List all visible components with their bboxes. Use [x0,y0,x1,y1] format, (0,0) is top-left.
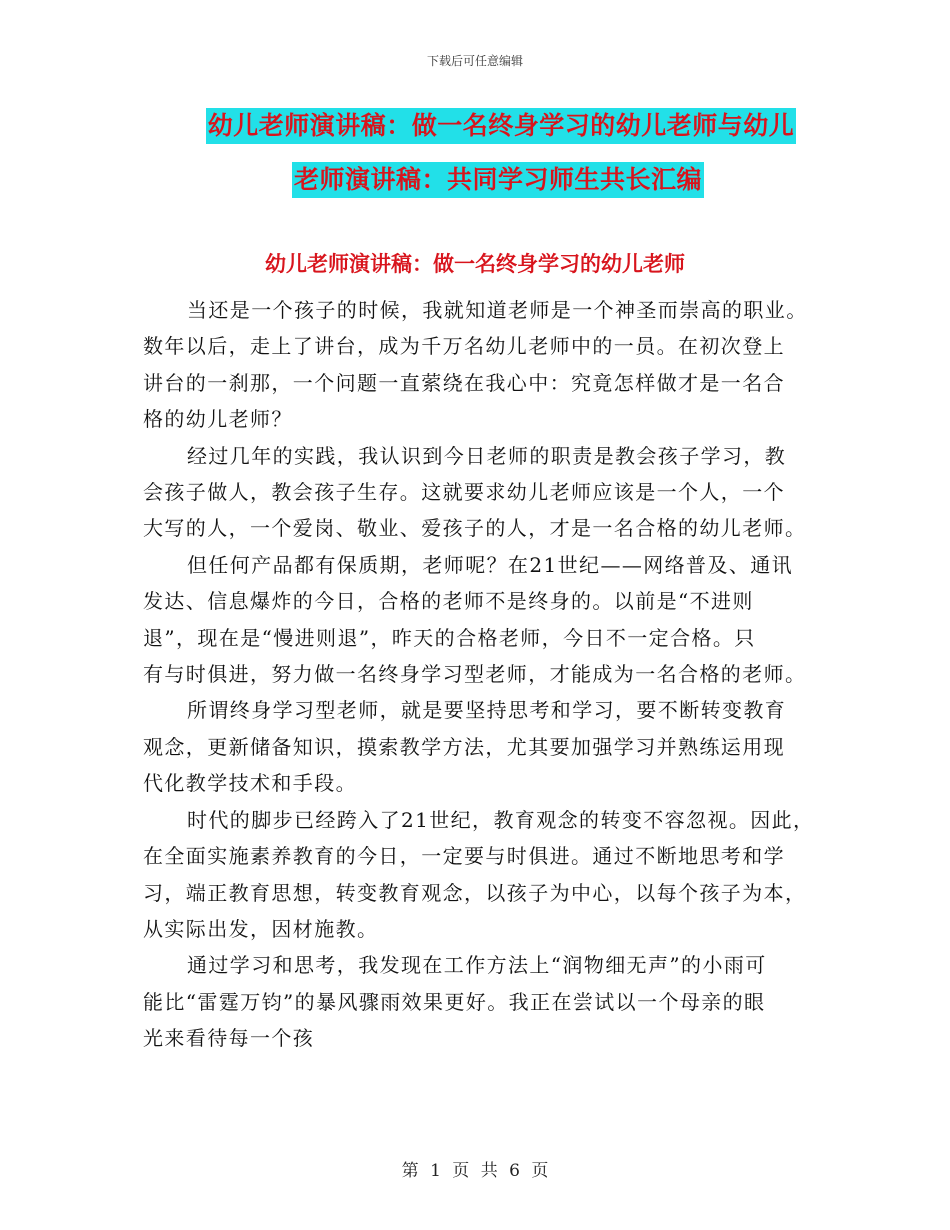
title-line-1: 幼儿老师演讲稿：做一名终身学习的幼儿老师与幼儿 [206,108,797,144]
paragraph-line: 通过学习和思考，我发现在工作方法上“润物细无声”的小雨可 [187,953,767,978]
paragraph-line: 观念，更新储备知识，摸索教学方法，尤其要加强学习并熟练运用现 [143,734,785,759]
paragraph [143,547,815,693]
paragraph-line: 数年以后，走上了讲台，成为千万名幼儿老师中的一员。在初次登上 [143,334,785,359]
section-subtitle: 幼儿老师演讲稿：做一名终身学习的幼儿老师 [265,252,685,276]
paragraph-line: 所谓终身学习型老师，就是要坚持思考和学习，要不断转变教育 [187,698,787,723]
paragraph-line: 退”，现在是“慢进则退”，昨天的合格老师，今日不一定合格。只 [143,625,756,650]
paragraph-line: 经过几年的实践，我认识到今日老师的职责是教会孩子学习，教 [187,443,787,468]
body-text [143,292,815,1057]
page-header: 下载后可任意编辑 [426,54,523,68]
title-line-2: 老师演讲稿：共同学习师生共长汇编 [292,162,704,198]
paragraph-line: 时代的脚步已经跨入了21世纪，教育观念的转变不容忽视。因此， [187,807,815,832]
paragraph-line: 当还是一个孩子的时候，我就知道老师是一个神圣而崇高的职业。 [187,298,808,322]
paragraph-line: 有与时俱进，努力做一名终身学习型老师，才能成为一名合格的老师。 [143,662,807,687]
page-footer: 第 1 页 共 6 页 [401,1161,549,1181]
paragraph-line: 能比“雷霆万钧”的暴风骤雨效果更好。我正在尝试以一个母亲的眼 [143,989,766,1014]
paragraph-line: 光来看待每一个孩 [143,1026,315,1051]
paragraph [143,802,815,948]
paragraph-line: 发达、信息爆炸的今日，合格的老师不是终身的。以前是“不进则 [143,589,754,614]
paragraph-line: 在全面实施素养教育的今日，一定要与时俱进。通过不断地思考和学 [143,844,785,869]
paragraph-line: 大写的人，一个爱岗、敬业、爱孩子的人，才是一名合格的幼儿老师。 [143,516,807,541]
paragraph-line: 代化教学技术和手段。 [143,771,357,796]
paragraph-line: 但任何产品都有保质期，老师呢？在21世纪——网络普及、通讯 [187,552,794,577]
paragraph-line: 会孩子做人，教会孩子生存。这就要求幼儿老师应该是一个人，一个 [143,480,785,505]
paragraph [143,292,815,438]
paragraph-line: 格的幼儿老师？ [143,407,293,432]
paragraph-line: 从实际出发，因材施教。 [143,916,379,941]
paragraph-line: 习，端正教育思想，转变教育观念，以孩子为中心，以每个孩子为本， [143,880,807,905]
paragraph-line: 讲台的一刹那，一个问题一直萦绕在我心中：究竟怎样做才是一名合 [143,370,785,395]
paragraph [143,692,815,801]
document-title [192,108,804,198]
paragraph [143,947,815,1056]
paragraph [143,438,815,547]
